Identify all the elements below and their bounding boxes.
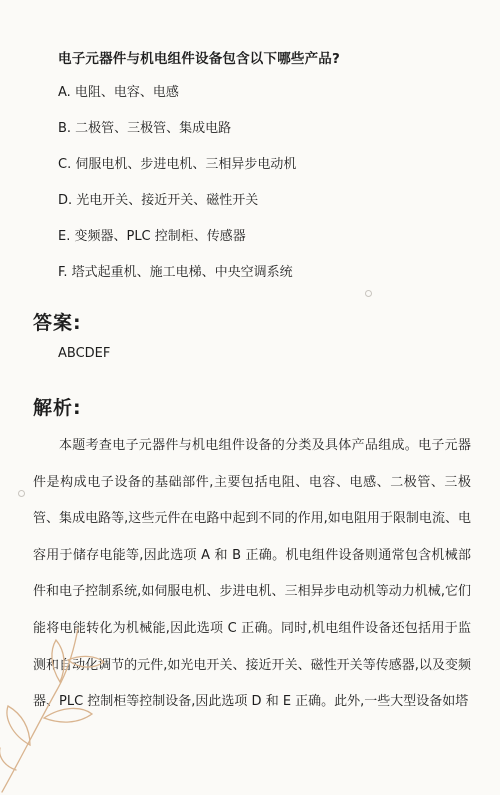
option-c: C. 伺服电机、步进电机、三相异步电动机 xyxy=(58,157,297,172)
option-f: F. 塔式起重机、施工电梯、中央空调系统 xyxy=(58,265,293,280)
leaf-shape xyxy=(52,640,64,682)
analysis-heading: 解析: xyxy=(33,397,82,419)
floral-branch-decoration xyxy=(0,610,140,795)
leaf-shape xyxy=(7,706,30,745)
paper-speck xyxy=(365,290,372,297)
option-a: A. 电阻、电容、电感 xyxy=(58,85,179,100)
option-b: B. 二极管、三极管、集成电路 xyxy=(58,121,232,136)
leaf-shape xyxy=(44,708,92,722)
answer-heading: 答案: xyxy=(33,312,82,334)
option-d: D. 光电开关、接近开关、磁性开关 xyxy=(58,193,259,208)
question-text: 电子元器件与机电组件设备包含以下哪些产品? xyxy=(58,51,341,67)
option-e: E. 变频器、PLC 控制柜、传感器 xyxy=(58,229,246,244)
paper-speck xyxy=(18,490,25,497)
answer-value: ABCDEF xyxy=(58,346,111,361)
option-list xyxy=(58,85,296,301)
leaf-shape xyxy=(68,656,104,667)
analysis-paragraph: 本题考查电子元器件与机电组件设备的分类及具体产品组成。电子元器件是构成电子设备的基础部件,主要包括电阻、电容、电感、二极管、三极管、集成电路等,这些元件在电路中起到不同的作用,如电阻用于限制电流、电容用于储存电能等,因此选项 A 和 B 正确。机电组件设备则通常包含机械部件和电子控制系统,如伺服电机、步进电机、三相异步电动机等动力机械,它们能将电能转化为机械能,因此选项 C 正确。同时,机电组件设备还包括用于监测和自动化调节的元件,如光电开关、接近开关、磁性开关等传感器,以及变频器、PLC 控制柜等控制设备,因此选项 D 和 E 正确。此外,一些大型设备如塔 xyxy=(33,438,471,710)
leaf-shape xyxy=(0,748,16,770)
